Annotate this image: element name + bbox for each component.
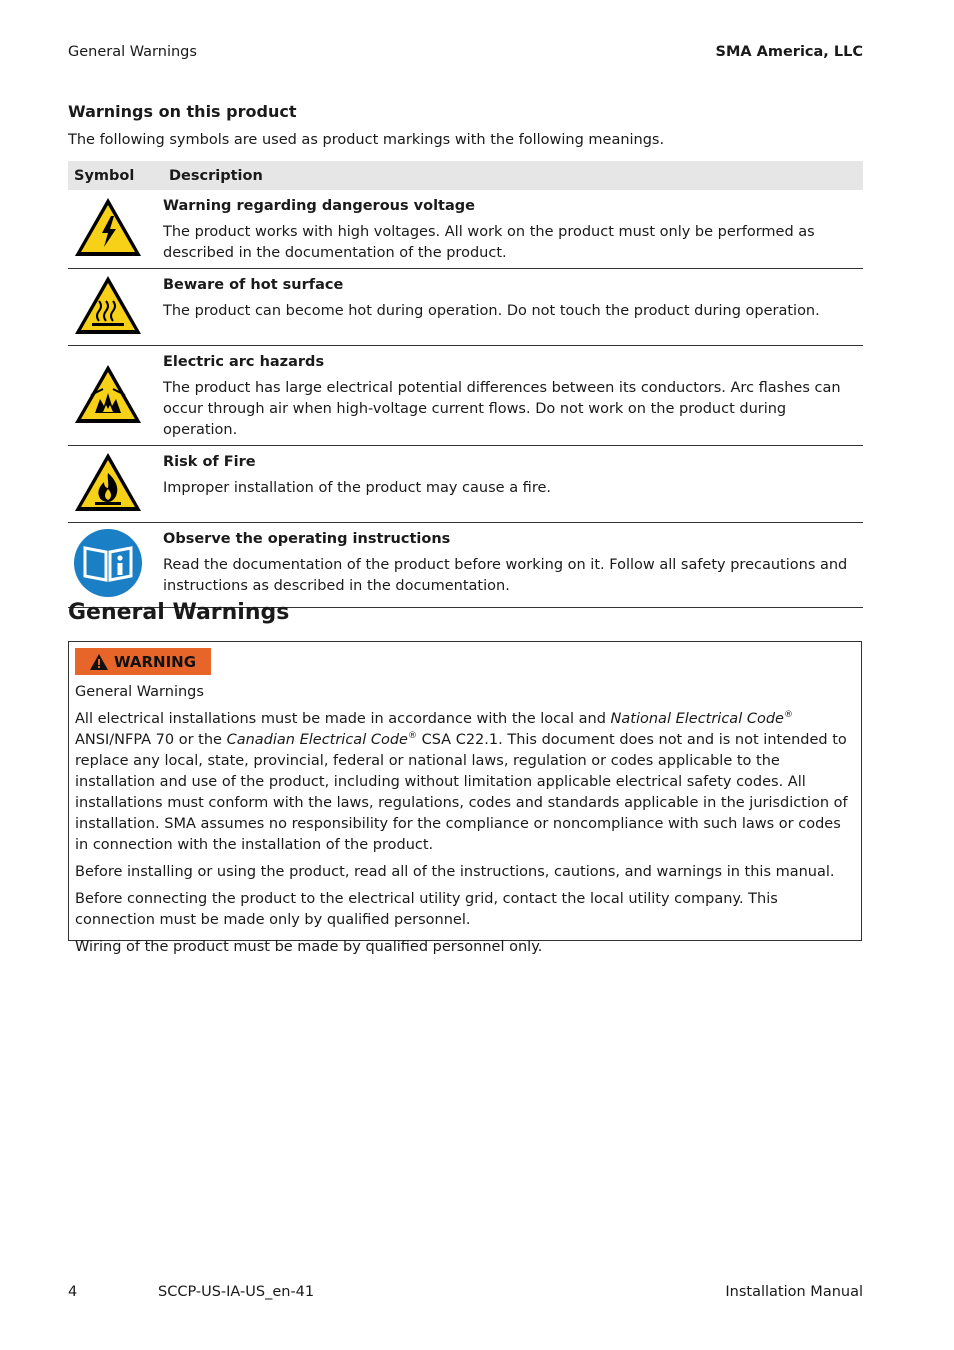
table-row xyxy=(68,269,863,346)
warning-box xyxy=(68,641,862,955)
high-voltage-warning-icon xyxy=(73,196,143,258)
hot-surface-warning-icon xyxy=(73,274,143,336)
warning-paragraph: All electrical installations must be made in accordance with the local and National Electrical Code® ANSI/NFPA 70 or the Canadian Electrical Code® CSA C22.1. This document does not and is not intended to replace any local, state, provincial, federal or national laws, regulation or codes applicable to the installation and use of the product, including without limitation applicable electrical safety codes. All installations must conform with the laws, regulations, codes and standards applicable in the jurisdiction of installation. SMA assumes no responsibility for the compliance or noncompliance with such laws or codes in connection with the installation of the product. xyxy=(75,710,848,853)
general-warnings-heading: General Warnings xyxy=(68,600,290,625)
document-type: Installation Manual xyxy=(725,1284,863,1300)
warning-badge xyxy=(75,648,211,675)
row-description: Improper installation of the product may cause a fire. xyxy=(163,480,551,496)
table-row xyxy=(68,346,863,446)
row-description: The product has large electrical potential differences between its conductors. Arc flashes can occur through air when high-voltage current flows. Do not work on the product during operation. xyxy=(163,380,841,438)
running-header-company: SMA America, LLC xyxy=(715,44,863,60)
table-row xyxy=(68,446,863,523)
operating-instructions-icon xyxy=(73,528,143,598)
warning-text xyxy=(75,682,857,964)
column-header-symbol: Symbol xyxy=(68,161,163,190)
table-row xyxy=(68,523,863,608)
row-title: Risk of Fire xyxy=(163,454,256,470)
symbol-cell xyxy=(68,190,163,269)
row-title: Warning regarding dangerous voltage xyxy=(163,198,475,214)
warning-badge-label: WARNING xyxy=(113,652,197,671)
row-description: Read the documentation of the product before working on it. Follow all safety precautions and instructions as described in the documentation. xyxy=(163,557,848,594)
warning-triangle-icon xyxy=(90,654,108,670)
row-title: Beware of hot surface xyxy=(163,277,344,293)
warning-paragraph: Before connecting the product to the electrical utility grid, contact the local utility company. This connection must be made only by qualified personnel. xyxy=(75,891,778,928)
row-description: The product can become hot during operation. Do not touch the product during operation. xyxy=(163,303,820,319)
row-title: Electric arc hazards xyxy=(163,354,325,370)
document-code: SCCP-US-IA-US_en-41 xyxy=(158,1284,315,1300)
row-title: Observe the operating instructions xyxy=(163,531,451,547)
section-title: Warnings on this product xyxy=(68,102,297,121)
page-number: 4 xyxy=(68,1284,78,1300)
table-row xyxy=(68,190,863,269)
symbol-cell xyxy=(68,446,163,523)
symbol-cell xyxy=(68,346,163,446)
symbol-cell xyxy=(68,523,163,608)
warning-subtitle: General Warnings xyxy=(75,684,204,700)
row-description: The product works with high voltages. All work on the product must only be performed as described in the documentation of the product. xyxy=(163,224,815,261)
running-header-left: General Warnings xyxy=(68,44,197,60)
table-header-row xyxy=(68,161,863,190)
symbols-table xyxy=(68,161,863,608)
warning-paragraph: Wiring of the product must be made by qualified personnel only. xyxy=(75,939,543,955)
electric-arc-warning-icon xyxy=(73,363,143,425)
symbol-cell xyxy=(68,269,163,346)
section-intro: The following symbols are used as product markings with the following meanings. xyxy=(68,132,665,148)
fire-warning-icon xyxy=(73,451,143,513)
warning-paragraph: Before installing or using the product, read all of the instructions, cautions, and warnings in this manual. xyxy=(75,864,835,880)
column-header-description: Description xyxy=(163,161,863,190)
